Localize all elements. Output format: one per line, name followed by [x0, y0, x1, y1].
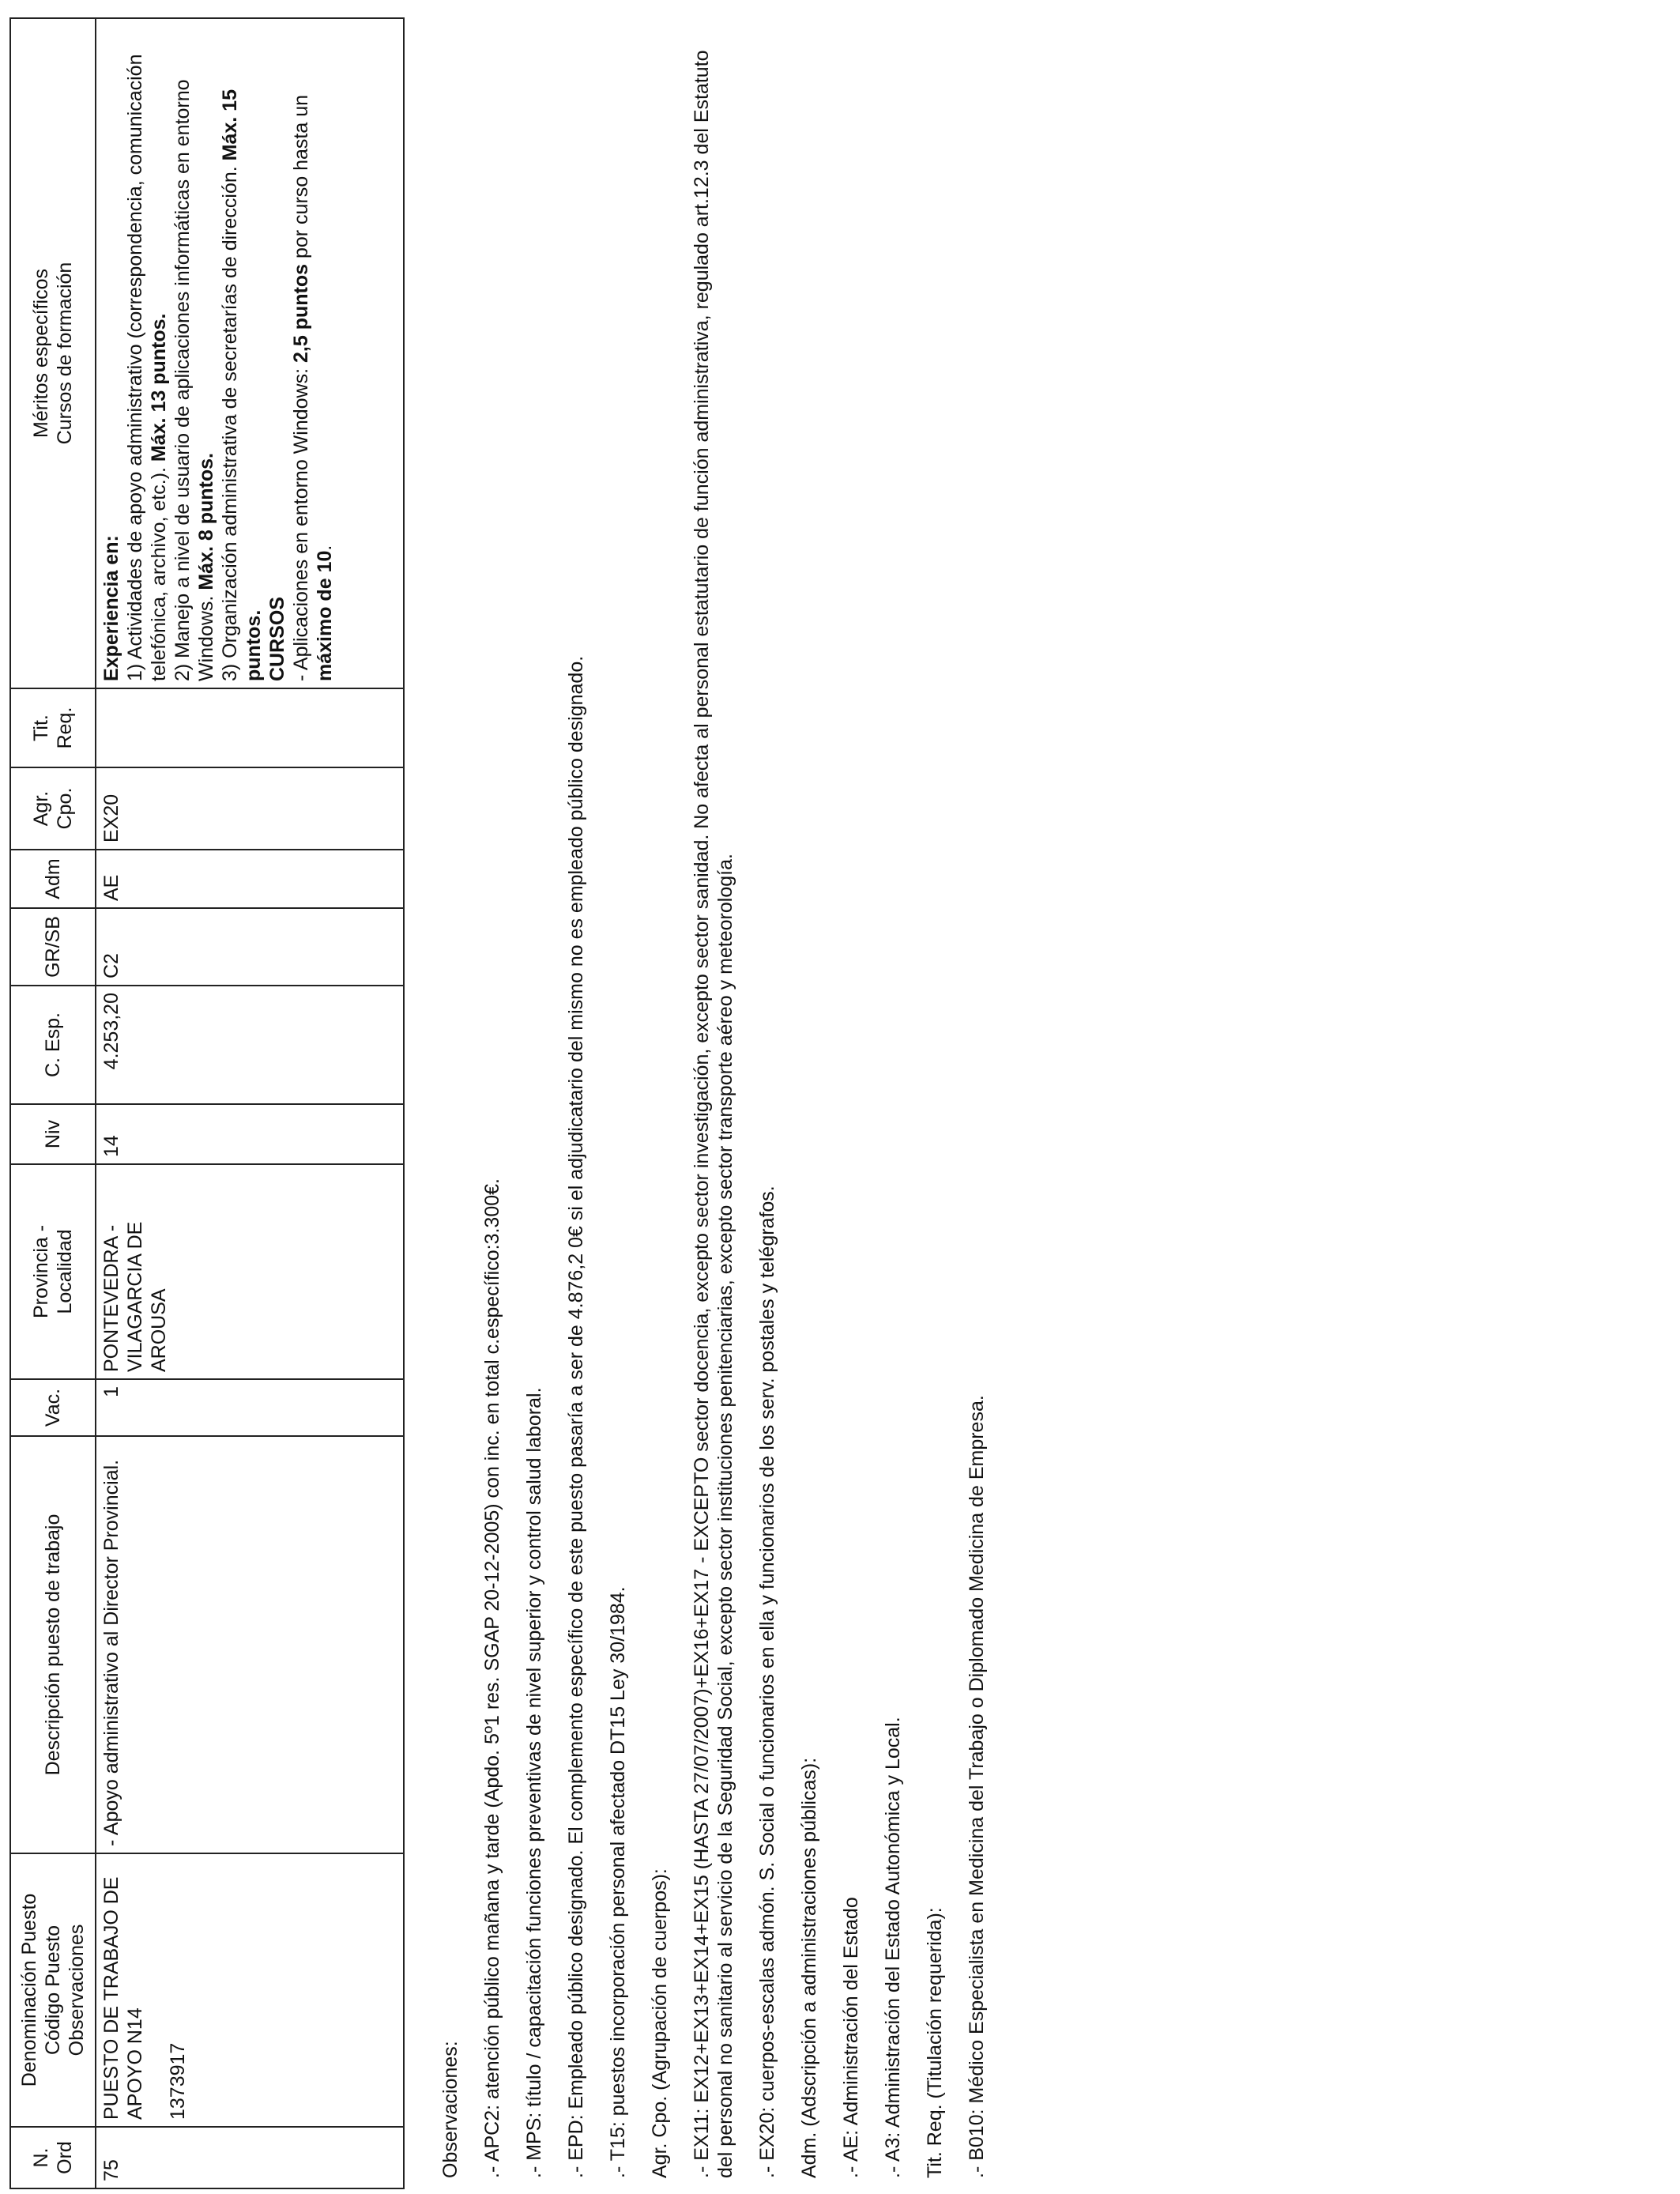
cell-descripcion: - Apoyo administrativo al Director Provincial.: [96, 1436, 404, 1853]
observaciones-title: Observaciones:: [439, 2041, 461, 2178]
cell-provincia: PONTEVEDRA - VILAGARCIA DE AROUSA: [96, 1164, 404, 1379]
meritos-heading: Experiencia en:: [100, 535, 122, 681]
puesto-codigo: 1373917: [167, 2042, 189, 2120]
puesto-denominacion: PUESTO DE TRABAJO DE APOYO N14: [100, 1876, 146, 2120]
merito-1: 1) Actividades de apoyo administrativo (correspondencia, comunicación telefónica, archivo, etc.). Máx. 13 puntos.: [124, 54, 170, 681]
cell-n-ord: 75: [96, 2127, 404, 2188]
header-denominacion: Denominación Puesto Código Puesto Observaciones: [10, 1853, 96, 2127]
header-meritos: Méritos específicos Cursos de formación: [10, 18, 96, 688]
header-c-esp: C. Esp.: [10, 986, 96, 1104]
cell-agr-cpo: EX20: [96, 767, 404, 850]
merito-3: 3) Organización administrativa de secretarías de dirección. Máx. 15 puntos.: [219, 89, 265, 681]
agr-cpo-line: .- EX20: cuerpos-escalas admón. S. Social o funcionarios en ella y funcionarios de los serv. postales y telégrafos.: [756, 1186, 778, 2178]
cell-tit-req: [96, 688, 404, 767]
cell-gr-sb: C2: [96, 908, 404, 986]
adm-title: Adm. (Adscripción a administraciones públicas):: [798, 1757, 820, 2178]
agr-cpo-line: .- EX11: EX12+EX13+EX14+EX15 (HASTA 27/07/2007)+EX16+EX17 - EXCEPTO sector docencia, excepto sector investigación, excepto sector sanidad. No afecta al personal estatutario de función administrativa, regulado art.12.3 del Estatuto del personal no sanitario al servicio de la Seguridad Social, excepto sector instituciones penitenciarias, excepto sector transporte aéreo y meteorología.: [691, 50, 736, 2178]
curso-1: - Aplicaciones en entorno Windows: 2,5 puntos por curso hasta un máximo de 10.: [290, 94, 336, 681]
adm-line: .- A3: Administración del Estado Autonómica y Local.: [882, 1717, 904, 2178]
plazas-table: [9, 17, 405, 2189]
merito-2: 2) Manejo a nivel de usuario de aplicaciones informáticas en entorno Windows. Máx. 8 puntos.: [171, 79, 217, 681]
tit-req-title: Tit. Req. (Titulación requerida):: [924, 1907, 946, 2178]
header-niv: Niv: [10, 1104, 96, 1164]
observacion-line: .- MPS: título / capacitación funciones preventivas de nivel superior y control salud laboral.: [523, 1387, 545, 2178]
header-agr-cpo: Agr. Cpo.: [10, 767, 96, 850]
tit-req-line: .- B010: Médico Especialista en Medicina del Trabajo o Diplomado Medicina de Empresa.: [966, 1395, 988, 2178]
header-n-ord: N. Ord: [10, 2127, 96, 2188]
observacion-line: .- EPD: Empleado público designado. El complemento específico de este puesto pasaría a ser de 4.876,2 0€ si el adjudicatario del mismo no es empleado público designado.: [565, 655, 587, 2178]
cell-denominacion: [96, 1853, 404, 2127]
header-descripcion: Descripción puesto de trabajo: [10, 1436, 96, 1853]
header-vac: Vac.: [10, 1379, 96, 1436]
cell-niv: 14: [96, 1104, 404, 1164]
cell-adm: AE: [96, 850, 404, 908]
observaciones-section: [439, 44, 1007, 2178]
header-adm: Adm: [10, 850, 96, 908]
cell-c-esp: 4.253,20: [96, 986, 404, 1104]
cursos-heading: CURSOS: [266, 597, 288, 681]
table-row: [96, 18, 404, 2188]
cell-vac: 1: [96, 1379, 404, 1436]
agr-cpo-title: Agr. Cpo. (Agrupación de cuerpos):: [649, 1868, 671, 2178]
header-gr-sb: GR/SB: [10, 908, 96, 986]
observacion-line: .- T15: puestos incorporación personal afectado DT15 Ley 30/1984.: [607, 1586, 629, 2178]
observacion-line: .- APC2: atención público mañana y tarde (Apdo. 5º1 res. SGAP 20-12-2005) con inc. en total c.específico:3.300€.: [481, 1178, 503, 2178]
adm-line: .- AE: Administración del Estado: [840, 1897, 862, 2178]
header-provincia: Provincia - Localidad: [10, 1164, 96, 1379]
header-tit-req: Tit. Req.: [10, 688, 96, 767]
cell-meritos: [96, 18, 404, 688]
table-header-row: [10, 18, 96, 2188]
